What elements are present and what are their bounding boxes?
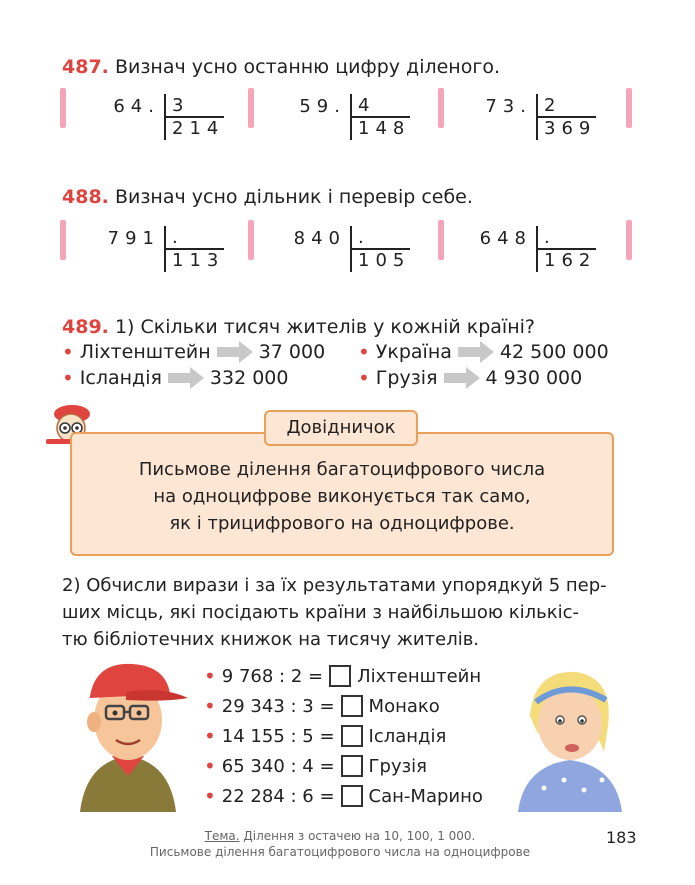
country-row	[358, 340, 609, 364]
division-example	[90, 90, 230, 142]
expression: 29 343 : 3 =	[221, 695, 335, 717]
arrow-right-icon	[444, 367, 480, 389]
task-487-title	[62, 56, 500, 78]
country-name: Україна	[375, 341, 452, 363]
dividend: 59.	[299, 96, 346, 117]
pink-bar	[248, 220, 254, 260]
question-line: 2) Обчисли вирази і за їх результатами упорядкуй 5 пер-	[62, 575, 607, 596]
girl-illustration	[508, 662, 632, 812]
task-488-text: Визнач усно дільник і перевір себе.	[114, 186, 473, 208]
pink-bar	[438, 220, 444, 260]
reference-box-title: Довідничок	[264, 410, 418, 446]
task-488-number: 488.	[62, 186, 109, 208]
question-2	[62, 572, 622, 653]
expression: 14 155 : 5 =	[221, 725, 335, 747]
page-number: 183	[606, 828, 637, 847]
question-line: тю бібліотечних книжок на тисячу жителів.	[62, 629, 480, 650]
dividend: 648	[479, 228, 532, 249]
arrow-right-icon	[168, 367, 204, 389]
country-row	[62, 366, 288, 390]
task-488-title	[62, 186, 473, 208]
quotient: 214	[172, 118, 225, 139]
answer-box[interactable]	[341, 725, 363, 747]
divisor: .	[358, 227, 364, 248]
task-489-number: 489.	[62, 316, 109, 338]
division-example	[462, 222, 602, 274]
divisor: .	[544, 227, 550, 248]
quotient: 148	[358, 118, 411, 139]
reference-line: на одноцифрове виконується так само,	[153, 486, 531, 507]
bullet: •	[358, 340, 370, 364]
bullet: •	[62, 340, 74, 364]
pink-bar	[626, 220, 632, 260]
divisor: 2	[544, 95, 556, 116]
quotient: 113	[172, 250, 225, 271]
expression-country: Монако	[368, 695, 440, 717]
bullet: •	[62, 366, 74, 390]
answer-box[interactable]	[341, 785, 363, 807]
division-example	[462, 90, 602, 142]
bullet: •	[204, 754, 216, 778]
bullet: •	[204, 784, 216, 808]
pink-bar	[60, 88, 66, 128]
reference-line: як і трицифрового на одноцифрове.	[169, 513, 515, 534]
country-name: Ліхтенштейн	[79, 341, 211, 363]
question-line: ших місць, які посідають країни з найбільшою кількіс-	[62, 602, 579, 623]
expression-country: Ліхтенштейн	[357, 665, 482, 687]
bullet: •	[204, 664, 216, 688]
division-example	[90, 222, 230, 274]
expression-row	[204, 754, 427, 778]
division-example	[276, 90, 416, 142]
country-row	[358, 366, 582, 390]
footer-topic-text: Ділення з остачею на 10, 100, 1 000.	[243, 829, 476, 843]
bullet: •	[358, 366, 370, 390]
pink-bar	[248, 88, 254, 128]
country-row	[62, 340, 325, 364]
expression: 65 340 : 4 =	[221, 755, 335, 777]
expression-country: Сан-Марино	[368, 785, 483, 807]
dividend: 840	[293, 228, 346, 249]
task-487-text: Визнач усно останню цифру діленого.	[114, 56, 501, 78]
population-value: 37 000	[258, 341, 326, 363]
quotient: 369	[544, 118, 597, 139]
country-name: Ісландія	[79, 367, 162, 389]
dividend: 73.	[485, 96, 532, 117]
footer-topic-label: Тема.	[204, 829, 240, 843]
answer-box[interactable]	[341, 755, 363, 777]
task-489-title	[62, 316, 535, 338]
population-value: 332 000	[209, 367, 289, 389]
expression-country: Ісландія	[368, 725, 447, 747]
bullet: •	[204, 694, 216, 718]
country-name: Грузія	[375, 367, 438, 389]
expression: 9 768 : 2 =	[221, 665, 324, 687]
divisor: 4	[358, 95, 370, 116]
footer-topic	[120, 828, 560, 844]
quotient: 105	[358, 250, 411, 271]
answer-box[interactable]	[329, 665, 351, 687]
expression: 22 284 : 6 =	[221, 785, 335, 807]
quotient: 162	[544, 250, 597, 271]
answer-box[interactable]	[341, 695, 363, 717]
page-footer	[120, 828, 560, 860]
reference-line: Письмове ділення багатоцифрового числа	[138, 459, 546, 480]
arrow-right-icon	[458, 341, 494, 363]
task-489-question: 1) Скільки тисяч жителів у кожній країні?	[114, 316, 535, 338]
population-value: 4 930 000	[485, 367, 583, 389]
pink-bar	[60, 220, 66, 260]
bullet: •	[204, 724, 216, 748]
expression-row	[204, 664, 481, 688]
dividend: 791	[107, 228, 160, 249]
boy-illustration	[66, 652, 190, 812]
expression-row	[204, 784, 483, 808]
expression-row	[204, 694, 440, 718]
population-value: 42 500 000	[499, 341, 609, 363]
arrow-right-icon	[217, 341, 253, 363]
pink-bar	[626, 88, 632, 128]
reference-box-text	[70, 456, 614, 537]
expression-row	[204, 724, 446, 748]
divisor: .	[172, 227, 178, 248]
dividend: 64.	[113, 96, 160, 117]
division-example	[276, 222, 416, 274]
task-487-number: 487.	[62, 56, 109, 78]
expression-country: Грузія	[368, 755, 428, 777]
pink-bar	[438, 88, 444, 128]
footer-line2: Письмове ділення багатоцифрового числа на одноцифрове	[149, 845, 531, 859]
divisor: 3	[172, 95, 184, 116]
